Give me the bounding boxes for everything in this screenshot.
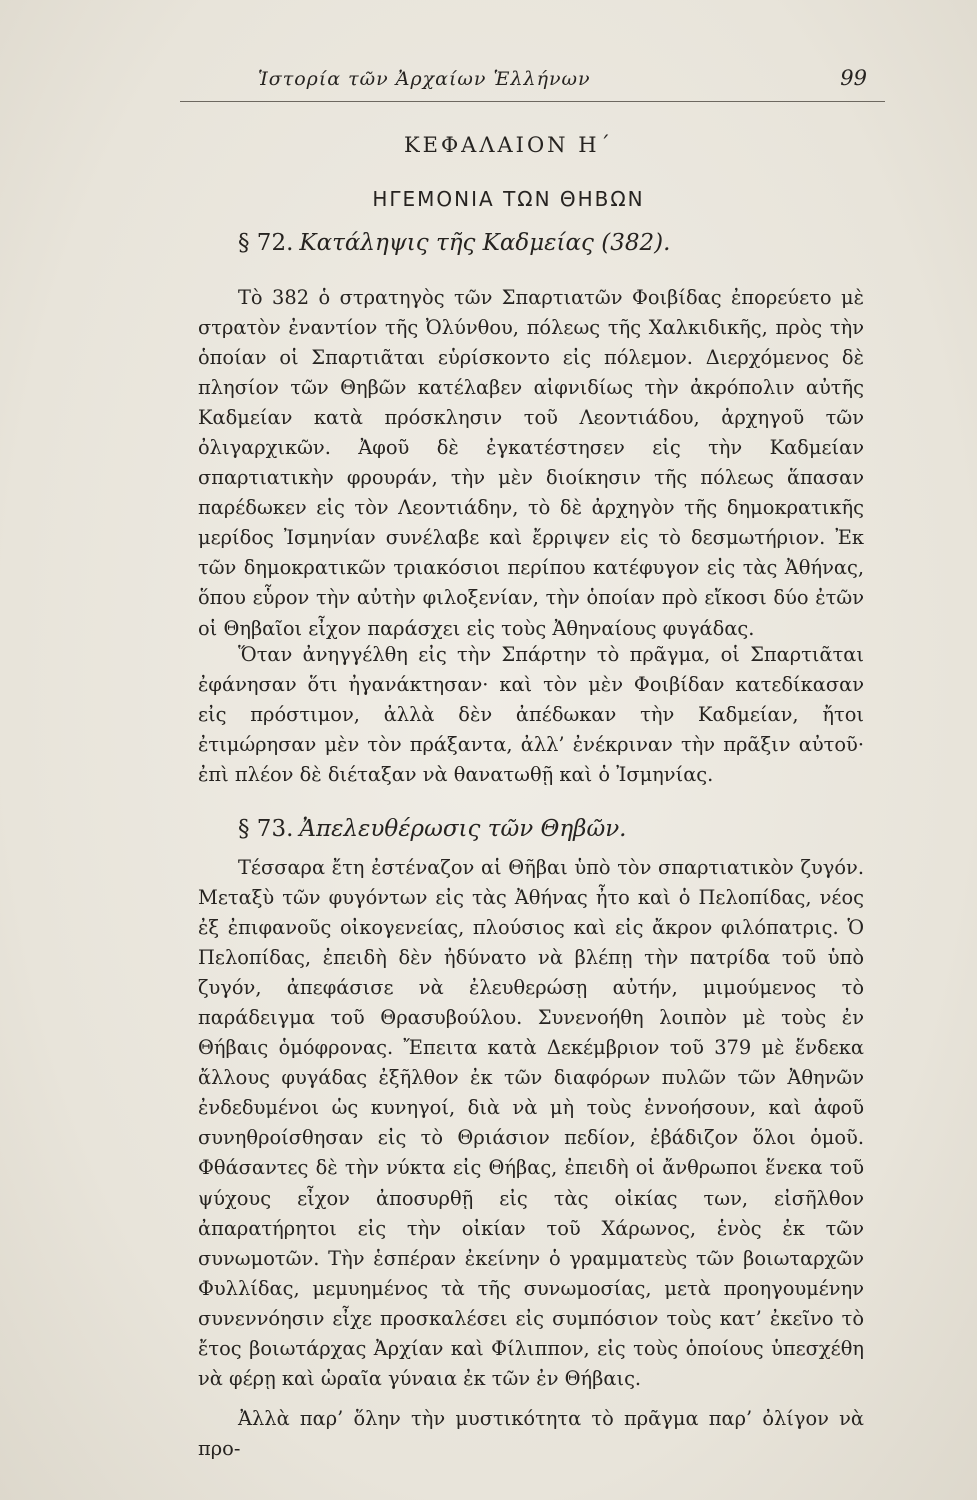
- header-rule: [180, 101, 885, 102]
- running-head: [180, 66, 877, 100]
- chapter-title: ΚΕΦΑΛΑΙΟΝ Η΄: [403, 133, 614, 157]
- section-mark: § 72.: [238, 230, 294, 256]
- paragraph: Τέσσαρα ἔτη ἐστέναζον αἱ Θῆβαι ὑπὸ τὸν σπαρτιατικὸν ζυγόν. Μεταξὺ τῶν φυγόντων εἰς τὰς Ἀθήνας ἦτο καὶ ὁ Πελοπίδας, νέος ἐξ ἐπιφανοῦς οἰκογενείας, πλούσιος καὶ εἰς ἄκρον φιλόπατρις. Ὁ Πελοπίδας, ἐπειδὴ δὲν ἠδύνατο νὰ βλέπῃ τὴν πατρίδα τοῦ ὑπὸ ζυγόν, ἀπεφάσισε νὰ ἐλευθερώσῃ αὐτήν, μιμούμενος τὸ παράδειγμα τοῦ Θρασυβούλου. Συνενοήθη λοιπὸν μὲ τοὺς ἐν Θήβαις ὁμόφρονας. Ἔπειτα κατὰ Δεκέμβριον τοῦ 379 μὲ ἕνδεκα ἄλλους φυγάδας ἐξῆλθον ἐκ τῶν διαφόρων πυλῶν τῶν Ἀθηνῶν ἐνδεδυμένοι ὡς κυνηγοί, διὰ νὰ μὴ τοὺς ἐννοήσουν, καὶ ἀφοῦ συνηθροίσθησαν εἰς τὸ Θριάσιον πεδίον, ἐβάδιζον ὅλοι ὁμοῦ. Φθάσαντες δὲ τὴν νύκτα εἰς Θήβας, ἐπειδὴ οἱ ἄνθρωποι ἕνεκα τοῦ ψύχους εἶχον ἀποσυρθῇ εἰς τὰς οἰκίας των, εἰσῆλθον ἀπαρατήρητοι εἰς τὴν οἰκίαν τοῦ Χάρωνος, ἑνὸς ἐκ τῶν συνωμοτῶν. Τὴν ἑσπέραν ἐκείνην ὁ γραμματεὺς τῶν βοιωταρχῶν Φυλλίδας, μεμυημένος τὰ τῆς συνωμοσίας, μετὰ προηγουμένην συνεννόησιν εἶχε προσκαλέσει εἰς συμπόσιον τοὺς κατ’ ἐκεῖνο τὸ ἔτος βοιωτάρχας Ἀρχίαν καὶ Φίλιππον, εἰς τοὺς ὁποίους ὑπεσχέθη νὰ φέρῃ καὶ ὡραῖα γύναια ἐκ τῶν ἐν Θήβαις.: [198, 856, 864, 1390]
- page-number: 99: [840, 66, 867, 90]
- section-mark: § 73.: [238, 816, 294, 842]
- paragraph: Ὅταν ἀνηγγέλθη εἰς τὴν Σπάρτην τὸ πρᾶγμα, οἱ Σπαρτιᾶται ἐφάνησαν ὅτι ἠγανάκτησαν· καὶ τὸν μὲν Φοιβίδαν κατεδίκασαν εἰς πρόστιμον, ἀλλὰ δὲν ἀπέδωκαν τὴν Καδμείαν, ἤτοι ἐτιμώρησαν μὲν τὸν πράξαντα, ἀλλ’ ἐνέκριναν τὴν πρᾶξιν αὐτοῦ· ἐπὶ πλέον δὲ διέταξαν νὰ θανατωθῇ καὶ ὁ Ἰσμηνίας.: [198, 643, 864, 787]
- chapter-subtitle: ΗΓΕΜΟΝΙΑ ΤΩΝ ΘΗΒΩΝ: [372, 187, 645, 211]
- paragraph: Ἀλλὰ παρ’ ὅλην τὴν μυστικότητα τὸ πρᾶγμα παρ’ ὀλίγον νὰ προ-: [198, 1407, 864, 1461]
- paragraph: Τὸ 382 ὁ στρατηγὸς τῶν Σπαρτιατῶν Φοιβίδας ἐπορεύετο μὲ στρατὸν ἐναντίον τῆς Ὀλύνθου, πόλεως τῆς Χαλκιδικῆς, πρὸς τὴν ὁποίαν οἱ Σπαρτιᾶται εὑρίσκοντο εἰς πόλεμον. Διερχόμενος δὲ πλησίον τῶν Θηβῶν κατέλαβεν αἰφνιδίως τὴν ἀκρόπολιν αὐτῆς Καδμείαν κατὰ πρόσκλησιν τοῦ Λεοντιάδου, ἀρχηγοῦ τῶν ὀλιγαρχικῶν. Ἀφοῦ δὲ ἐγκατέστησεν εἰς τὴν Καδμείαν σπαρτιατικὴν φρουράν, τὴν μὲν διοίκησιν τῆς πόλεως ἅπασαν παρέδωκεν εἰς τὸν Λεοντιάδην, τὸ δὲ ἀρχηγὸν τῆς δημοκρατικῆς μερίδος Ἰσμηνίαν συνέλαβε καὶ ἔρριψεν εἰς τὸ δεσμωτήριον. Ἐκ τῶν δημοκρατικῶν τριακόσιοι περίπου κατέφυγον εἰς τὰς Ἀθήνας, ὅπου εὗρον τὴν αὐτὴν φιλοξενίαν, τὴν ὁποίαν πρὸ εἴκοσι δύο ἐτῶν οἱ Θηβαῖοι εἶχον παράσχει εἰς τοὺς Ἀθηναίους φυγάδας.: [198, 286, 864, 640]
- section-heading-72: [238, 230, 670, 256]
- section-title: Κατάληψις τῆς Καδμείας (382).: [299, 230, 671, 256]
- section-title: Ἀπελευθέρωσις τῶν Θηβῶν.: [299, 816, 627, 842]
- running-title: Ἱστορία τῶν Ἀρχαίων Ἑλλήνων: [258, 68, 591, 90]
- section-heading-73: [238, 816, 627, 842]
